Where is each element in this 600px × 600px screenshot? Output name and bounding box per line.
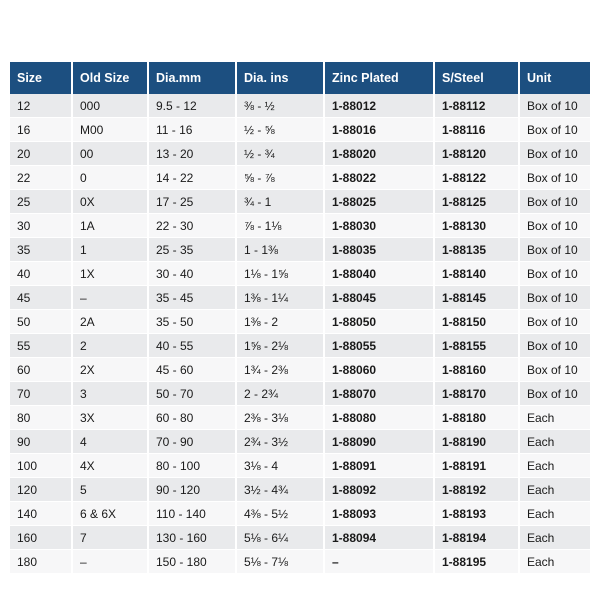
- cell-size: 180: [10, 550, 72, 574]
- cell-unit: Box of 10: [519, 310, 590, 334]
- cell-dia-ins: 5⅛ - 7⅛: [236, 550, 324, 574]
- cell-dia-ins: ⅞ - 1⅛: [236, 214, 324, 238]
- column-header-zinc-plated: Zinc Plated: [324, 62, 434, 94]
- cell-dia-ins: 3½ - 4¾: [236, 478, 324, 502]
- cell-s-steel: 1-88193: [434, 502, 519, 526]
- cell-zinc-plated: 1-88022: [324, 166, 434, 190]
- cell-old-size: 7: [72, 526, 148, 550]
- cell-unit: Box of 10: [519, 262, 590, 286]
- table-row: [10, 454, 590, 478]
- cell-old-size: 6 & 6X: [72, 502, 148, 526]
- table-row: [10, 502, 590, 526]
- cell-dia-ins: 2 - 2¾: [236, 382, 324, 406]
- cell-old-size: 000: [72, 94, 148, 118]
- cell-size: 100: [10, 454, 72, 478]
- cell-size: 140: [10, 502, 72, 526]
- table-header-row: [10, 62, 590, 94]
- cell-dia-ins: 1 - 1⅜: [236, 238, 324, 262]
- table-row: [10, 118, 590, 142]
- table-row: [10, 526, 590, 550]
- cell-zinc-plated: 1-88020: [324, 142, 434, 166]
- spec-table-container: [10, 62, 590, 574]
- cell-s-steel: 1-88140: [434, 262, 519, 286]
- cell-old-size: 4X: [72, 454, 148, 478]
- cell-dia-mm: 13 - 20: [148, 142, 236, 166]
- table-row: [10, 310, 590, 334]
- table-row: [10, 238, 590, 262]
- cell-unit: Box of 10: [519, 118, 590, 142]
- cell-dia-ins: ¾ - 1: [236, 190, 324, 214]
- cell-old-size: 5: [72, 478, 148, 502]
- cell-old-size: 0X: [72, 190, 148, 214]
- cell-unit: Box of 10: [519, 334, 590, 358]
- table-row: [10, 190, 590, 214]
- cell-zinc-plated: 1-88060: [324, 358, 434, 382]
- cell-size: 50: [10, 310, 72, 334]
- cell-dia-mm: 130 - 160: [148, 526, 236, 550]
- cell-dia-ins: 1⅛ - 1⅝: [236, 262, 324, 286]
- cell-old-size: 1: [72, 238, 148, 262]
- table-row: [10, 286, 590, 310]
- cell-s-steel: 1-88122: [434, 166, 519, 190]
- cell-zinc-plated: 1-88050: [324, 310, 434, 334]
- cell-dia-mm: 50 - 70: [148, 382, 236, 406]
- column-header-dia-ins: Dia. ins: [236, 62, 324, 94]
- cell-dia-mm: 110 - 140: [148, 502, 236, 526]
- cell-s-steel: 1-88191: [434, 454, 519, 478]
- cell-dia-ins: 4⅜ - 5½: [236, 502, 324, 526]
- cell-zinc-plated: 1-88035: [324, 238, 434, 262]
- cell-unit: Each: [519, 406, 590, 430]
- cell-s-steel: 1-88112: [434, 94, 519, 118]
- cell-zinc-plated: 1-88092: [324, 478, 434, 502]
- cell-old-size: 1A: [72, 214, 148, 238]
- cell-size: 12: [10, 94, 72, 118]
- cell-dia-ins: ½ - ¾: [236, 142, 324, 166]
- cell-dia-mm: 150 - 180: [148, 550, 236, 574]
- cell-unit: Each: [519, 502, 590, 526]
- cell-s-steel: 1-88116: [434, 118, 519, 142]
- column-header-old-size: Old Size: [72, 62, 148, 94]
- cell-size: 30: [10, 214, 72, 238]
- cell-dia-ins: 5⅛ - 6¼: [236, 526, 324, 550]
- cell-dia-ins: 1⅜ - 2: [236, 310, 324, 334]
- table-row: [10, 382, 590, 406]
- table-row: [10, 550, 590, 574]
- cell-s-steel: 1-88130: [434, 214, 519, 238]
- cell-size: 20: [10, 142, 72, 166]
- cell-zinc-plated: 1-88016: [324, 118, 434, 142]
- cell-old-size: 2: [72, 334, 148, 358]
- cell-dia-ins: 3⅛ - 4: [236, 454, 324, 478]
- cell-zinc-plated: 1-88025: [324, 190, 434, 214]
- column-header-unit: Unit: [519, 62, 590, 94]
- cell-dia-mm: 14 - 22: [148, 166, 236, 190]
- cell-old-size: –: [72, 550, 148, 574]
- cell-zinc-plated: –: [324, 550, 434, 574]
- cell-dia-mm: 25 - 35: [148, 238, 236, 262]
- cell-unit: Box of 10: [519, 142, 590, 166]
- cell-zinc-plated: 1-88045: [324, 286, 434, 310]
- cell-s-steel: 1-88145: [434, 286, 519, 310]
- cell-unit: Each: [519, 478, 590, 502]
- cell-dia-ins: ⅝ - ⅞: [236, 166, 324, 190]
- table-row: [10, 262, 590, 286]
- cell-s-steel: 1-88190: [434, 430, 519, 454]
- cell-dia-mm: 30 - 40: [148, 262, 236, 286]
- cell-dia-ins: 2¾ - 3½: [236, 430, 324, 454]
- table-row: [10, 358, 590, 382]
- cell-unit: Each: [519, 526, 590, 550]
- table-row: [10, 478, 590, 502]
- cell-dia-ins: ⅜ - ½: [236, 94, 324, 118]
- cell-old-size: 1X: [72, 262, 148, 286]
- cell-s-steel: 1-88195: [434, 550, 519, 574]
- cell-zinc-plated: 1-88093: [324, 502, 434, 526]
- cell-size: 70: [10, 382, 72, 406]
- cell-zinc-plated: 1-88070: [324, 382, 434, 406]
- cell-zinc-plated: 1-88012: [324, 94, 434, 118]
- cell-dia-ins: 2⅜ - 3⅛: [236, 406, 324, 430]
- table-row: [10, 334, 590, 358]
- cell-old-size: 00: [72, 142, 148, 166]
- cell-old-size: 2X: [72, 358, 148, 382]
- table-body: [10, 94, 590, 574]
- cell-size: 80: [10, 406, 72, 430]
- cell-s-steel: 1-88155: [434, 334, 519, 358]
- cell-dia-ins: ½ - ⅝: [236, 118, 324, 142]
- cell-zinc-plated: 1-88055: [324, 334, 434, 358]
- cell-dia-ins: 1⅜ - 1¼: [236, 286, 324, 310]
- cell-s-steel: 1-88194: [434, 526, 519, 550]
- cell-size: 160: [10, 526, 72, 550]
- table-row: [10, 214, 590, 238]
- column-header-size: Size: [10, 62, 72, 94]
- column-header-s-steel: S/Steel: [434, 62, 519, 94]
- cell-zinc-plated: 1-88040: [324, 262, 434, 286]
- size-spec-table: [10, 62, 590, 574]
- cell-s-steel: 1-88160: [434, 358, 519, 382]
- cell-size: 16: [10, 118, 72, 142]
- cell-zinc-plated: 1-88094: [324, 526, 434, 550]
- cell-dia-mm: 40 - 55: [148, 334, 236, 358]
- table-row: [10, 142, 590, 166]
- cell-s-steel: 1-88125: [434, 190, 519, 214]
- cell-old-size: 0: [72, 166, 148, 190]
- table-row: [10, 430, 590, 454]
- cell-unit: Box of 10: [519, 166, 590, 190]
- cell-unit: Each: [519, 454, 590, 478]
- cell-unit: Box of 10: [519, 238, 590, 262]
- cell-size: 22: [10, 166, 72, 190]
- cell-size: 120: [10, 478, 72, 502]
- cell-s-steel: 1-88180: [434, 406, 519, 430]
- cell-dia-mm: 60 - 80: [148, 406, 236, 430]
- cell-zinc-plated: 1-88080: [324, 406, 434, 430]
- cell-size: 35: [10, 238, 72, 262]
- cell-unit: Box of 10: [519, 190, 590, 214]
- cell-s-steel: 1-88135: [434, 238, 519, 262]
- cell-unit: Box of 10: [519, 94, 590, 118]
- cell-dia-mm: 22 - 30: [148, 214, 236, 238]
- cell-unit: Box of 10: [519, 382, 590, 406]
- column-header-dia-mm: Dia.mm: [148, 62, 236, 94]
- cell-zinc-plated: 1-88090: [324, 430, 434, 454]
- cell-dia-mm: 17 - 25: [148, 190, 236, 214]
- cell-unit: Box of 10: [519, 358, 590, 382]
- cell-size: 25: [10, 190, 72, 214]
- cell-dia-mm: 90 - 120: [148, 478, 236, 502]
- cell-old-size: 3X: [72, 406, 148, 430]
- cell-dia-mm: 11 - 16: [148, 118, 236, 142]
- cell-old-size: 4: [72, 430, 148, 454]
- cell-s-steel: 1-88170: [434, 382, 519, 406]
- cell-dia-mm: 80 - 100: [148, 454, 236, 478]
- cell-dia-mm: 70 - 90: [148, 430, 236, 454]
- cell-old-size: –: [72, 286, 148, 310]
- cell-size: 45: [10, 286, 72, 310]
- cell-dia-ins: 1¾ - 2⅜: [236, 358, 324, 382]
- table-row: [10, 94, 590, 118]
- cell-s-steel: 1-88192: [434, 478, 519, 502]
- cell-dia-ins: 1⅝ - 2⅛: [236, 334, 324, 358]
- cell-s-steel: 1-88150: [434, 310, 519, 334]
- cell-size: 55: [10, 334, 72, 358]
- cell-unit: Box of 10: [519, 286, 590, 310]
- cell-dia-mm: 9.5 - 12: [148, 94, 236, 118]
- cell-zinc-plated: 1-88091: [324, 454, 434, 478]
- cell-size: 60: [10, 358, 72, 382]
- cell-size: 40: [10, 262, 72, 286]
- cell-old-size: M00: [72, 118, 148, 142]
- cell-dia-mm: 35 - 45: [148, 286, 236, 310]
- cell-old-size: 3: [72, 382, 148, 406]
- table-row: [10, 166, 590, 190]
- cell-unit: Box of 10: [519, 214, 590, 238]
- cell-size: 90: [10, 430, 72, 454]
- cell-s-steel: 1-88120: [434, 142, 519, 166]
- cell-old-size: 2A: [72, 310, 148, 334]
- cell-zinc-plated: 1-88030: [324, 214, 434, 238]
- cell-unit: Each: [519, 550, 590, 574]
- cell-dia-mm: 35 - 50: [148, 310, 236, 334]
- cell-dia-mm: 45 - 60: [148, 358, 236, 382]
- table-row: [10, 406, 590, 430]
- table-header: [10, 62, 590, 94]
- cell-unit: Each: [519, 430, 590, 454]
